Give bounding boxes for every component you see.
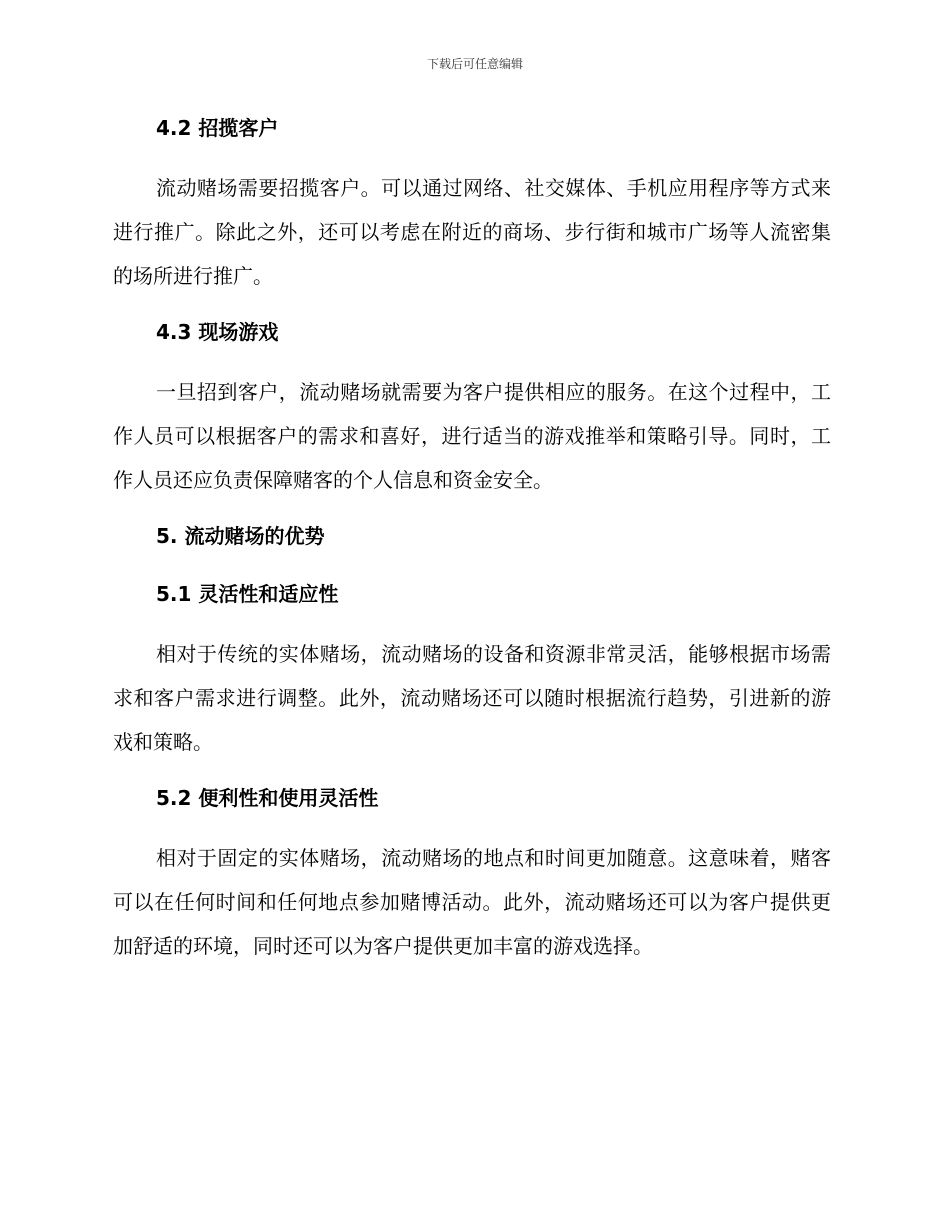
section-heading-4-2: 4.2 招揽客户: [156, 116, 279, 140]
section-paragraph-5-2: 相对于固定的实体赌场，流动赌场的地点和时间更加随意。这意味着，赌客可以在任何时间和任何地点参加赌博活动。此外，流动赌场还可以为客户提供更加舒适的环境，同时还可以为客户提供更加丰富的游戏选择。: [113, 846, 831, 958]
section-heading-5-1: 5.1 灵活性和适应性: [156, 582, 339, 606]
section-paragraph-4-2: 流动赌场需要招揽客户。可以通过网络、社交媒体、手机应用程序等方式来进行推广。除此之外，还可以考虑在附近的商场、步行街和城市广场等人流密集的场所进行推广。: [113, 176, 831, 288]
section-paragraph-4-3: 一旦招到客户，流动赌场就需要为客户提供相应的服务。在这个过程中，工作人员可以根据客户的需求和喜好，进行适当的游戏推举和策略引导。同时，工作人员还应负责保障赌客的个人信息和资金安全。: [113, 380, 831, 492]
header-note: 下载后可任意编辑: [426, 57, 523, 71]
section-heading-5: 5. 流动赌场的优势: [156, 524, 325, 548]
document-body: [113, 108, 831, 968]
section-paragraph-5-1: 相对于传统的实体赌场，流动赌场的设备和资源非常灵活，能够根据市场需求和客户需求进行调整。此外，流动赌场还可以随时根据流行趋势，引进新的游戏和策略。: [113, 642, 831, 754]
section-heading-5-2: 5.2 便利性和使用灵活性: [156, 786, 379, 810]
section-heading-4-3: 4.3 现场游戏: [156, 320, 279, 344]
